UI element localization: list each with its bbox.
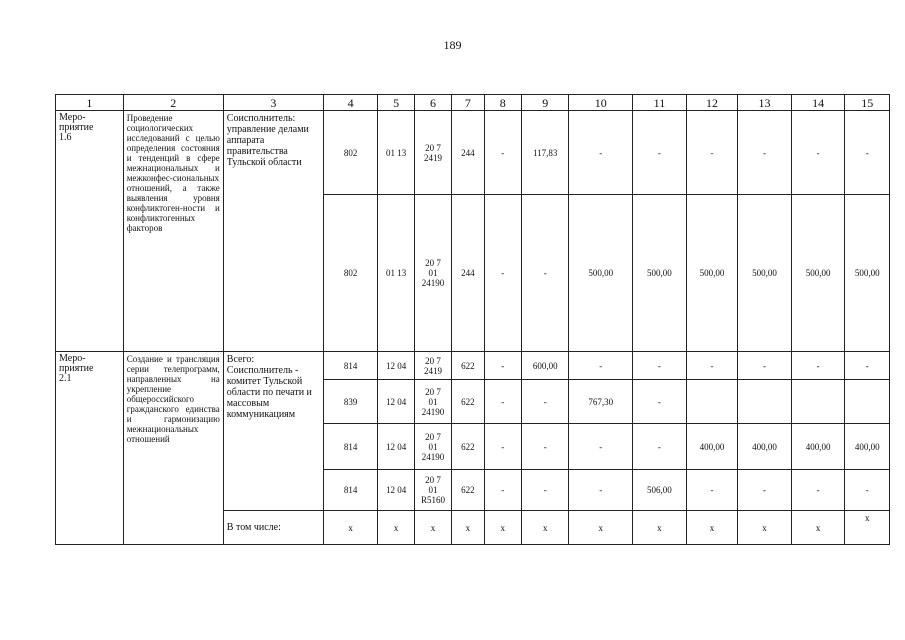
table-cell: - <box>521 424 569 470</box>
table-cell: x <box>633 511 687 545</box>
header-cell: 9 <box>521 95 569 111</box>
table-cell <box>791 380 845 424</box>
table-cell: 400,00 <box>686 424 738 470</box>
table-cell: 802 <box>323 195 378 352</box>
table-cell: - <box>484 195 521 352</box>
table-cell: - <box>569 111 633 195</box>
table-cell: x <box>452 511 484 545</box>
table-cell: - <box>738 111 792 195</box>
table-cell: 500,00 <box>686 195 738 352</box>
measure-executor: Всего: Соисполнитель - комитет Тульской области по печати и массовым коммуникациям <box>223 352 323 511</box>
table-cell: x <box>738 511 792 545</box>
table-cell: - <box>633 380 687 424</box>
table-cell: 506,00 <box>633 470 687 511</box>
measure-label: Меро- приятие 1.6 <box>56 111 124 352</box>
table-cell: x <box>414 511 451 545</box>
table-cell: x <box>378 511 414 545</box>
table-cell: - <box>521 195 569 352</box>
table-cell: - <box>633 352 687 380</box>
header-cell: 13 <box>738 95 792 111</box>
header-cell: 7 <box>452 95 484 111</box>
table-row <box>56 111 890 195</box>
table-cell: 600,00 <box>521 352 569 380</box>
table-cell: 814 <box>323 470 378 511</box>
page-number: 189 <box>443 38 462 52</box>
table-cell: - <box>633 424 687 470</box>
table-cell: - <box>569 424 633 470</box>
table-cell: 01 13 <box>378 195 414 352</box>
header-cell: 2 <box>123 95 223 111</box>
table-cell: - <box>484 470 521 511</box>
table-cell: x <box>569 511 633 545</box>
table-cell: 20 7 01 24190 <box>414 380 451 424</box>
table-cell: x <box>791 511 845 545</box>
header-cell: 15 <box>845 95 890 111</box>
table-cell: 12 04 <box>378 424 414 470</box>
table-cell: 20 7 01 24190 <box>414 195 451 352</box>
measure-description: Проведение социологических исследований с целью определения состояния и тенденций в сфере межнациональных и межконфес-сиональных отношений, а также выявления уровня конфликтоген-ности и конфликтогенных факторов <box>123 111 223 352</box>
table-cell: - <box>845 111 890 195</box>
measure-label: Меро- приятие 2.1 <box>56 352 124 545</box>
table-cell: - <box>484 352 521 380</box>
table-cell: - <box>686 352 738 380</box>
table-cell: - <box>686 111 738 195</box>
table-cell: 12 04 <box>378 352 414 380</box>
table-cell: - <box>569 352 633 380</box>
table-cell: x <box>686 511 738 545</box>
header-cell: 11 <box>633 95 687 111</box>
table-cell: - <box>484 380 521 424</box>
table-cell: - <box>738 470 792 511</box>
table-cell: - <box>633 111 687 195</box>
table-cell: - <box>845 470 890 511</box>
table-cell: 400,00 <box>738 424 792 470</box>
measure-description: Создание и трансляция серии телепрограмм, направленных на укрепление общероссийского гражданского единства и гармонизацию межнациональных отношений <box>123 352 223 545</box>
table-cell: - <box>569 470 633 511</box>
header-cell: 8 <box>484 95 521 111</box>
header-cell: 14 <box>791 95 845 111</box>
table-cell: 500,00 <box>791 195 845 352</box>
table-cell: 20 7 01 R5160 <box>414 470 451 511</box>
table-cell <box>686 380 738 424</box>
table-cell: 400,00 <box>845 424 890 470</box>
table-cell: 12 04 <box>378 470 414 511</box>
table-cell: x <box>845 511 890 545</box>
table-cell: 244 <box>452 111 484 195</box>
measure-executor: Соисполнитель: управление делами аппарата правительства Тульской области <box>223 111 323 352</box>
table-cell: 767,30 <box>569 380 633 424</box>
table-cell: 839 <box>323 380 378 424</box>
table-cell: 500,00 <box>633 195 687 352</box>
table-cell: 400,00 <box>791 424 845 470</box>
table-cell: 20 7 2419 <box>414 111 451 195</box>
header-cell: 3 <box>223 95 323 111</box>
table-cell: 622 <box>452 380 484 424</box>
table-cell <box>738 380 792 424</box>
table-cell: - <box>791 111 845 195</box>
table-cell: - <box>484 424 521 470</box>
table-cell: 500,00 <box>738 195 792 352</box>
table-cell: - <box>791 352 845 380</box>
header-cell: 6 <box>414 95 451 111</box>
header-row <box>56 95 890 111</box>
header-cell: 5 <box>378 95 414 111</box>
table-cell: - <box>845 352 890 380</box>
table-cell: x <box>521 511 569 545</box>
header-cell: 1 <box>56 95 124 111</box>
table-cell: - <box>686 470 738 511</box>
table-cell: 20 7 2419 <box>414 352 451 380</box>
total-label: В том числе: <box>223 511 323 545</box>
table-cell: 802 <box>323 111 378 195</box>
table-cell: 20 7 01 24190 <box>414 424 451 470</box>
table-cell: 622 <box>452 352 484 380</box>
table-cell: - <box>521 470 569 511</box>
table-cell: 500,00 <box>845 195 890 352</box>
table-cell: 01 13 <box>378 111 414 195</box>
header-cell: 10 <box>569 95 633 111</box>
table-cell: 814 <box>323 352 378 380</box>
header-cell: 12 <box>686 95 738 111</box>
table-cell: - <box>521 380 569 424</box>
table-cell: x <box>484 511 521 545</box>
table-cell: 244 <box>452 195 484 352</box>
table-cell: 622 <box>452 470 484 511</box>
header-cell: 4 <box>323 95 378 111</box>
table-row <box>56 352 890 380</box>
table-cell: 117,83 <box>521 111 569 195</box>
table-cell: 622 <box>452 424 484 470</box>
table-cell: 12 04 <box>378 380 414 424</box>
table-cell: - <box>738 352 792 380</box>
table-cell: 500,00 <box>569 195 633 352</box>
table-cell: 814 <box>323 424 378 470</box>
table-cell: - <box>484 111 521 195</box>
budget-table <box>55 94 890 545</box>
table-cell <box>845 380 890 424</box>
table-cell: - <box>791 470 845 511</box>
table-cell: x <box>323 511 378 545</box>
